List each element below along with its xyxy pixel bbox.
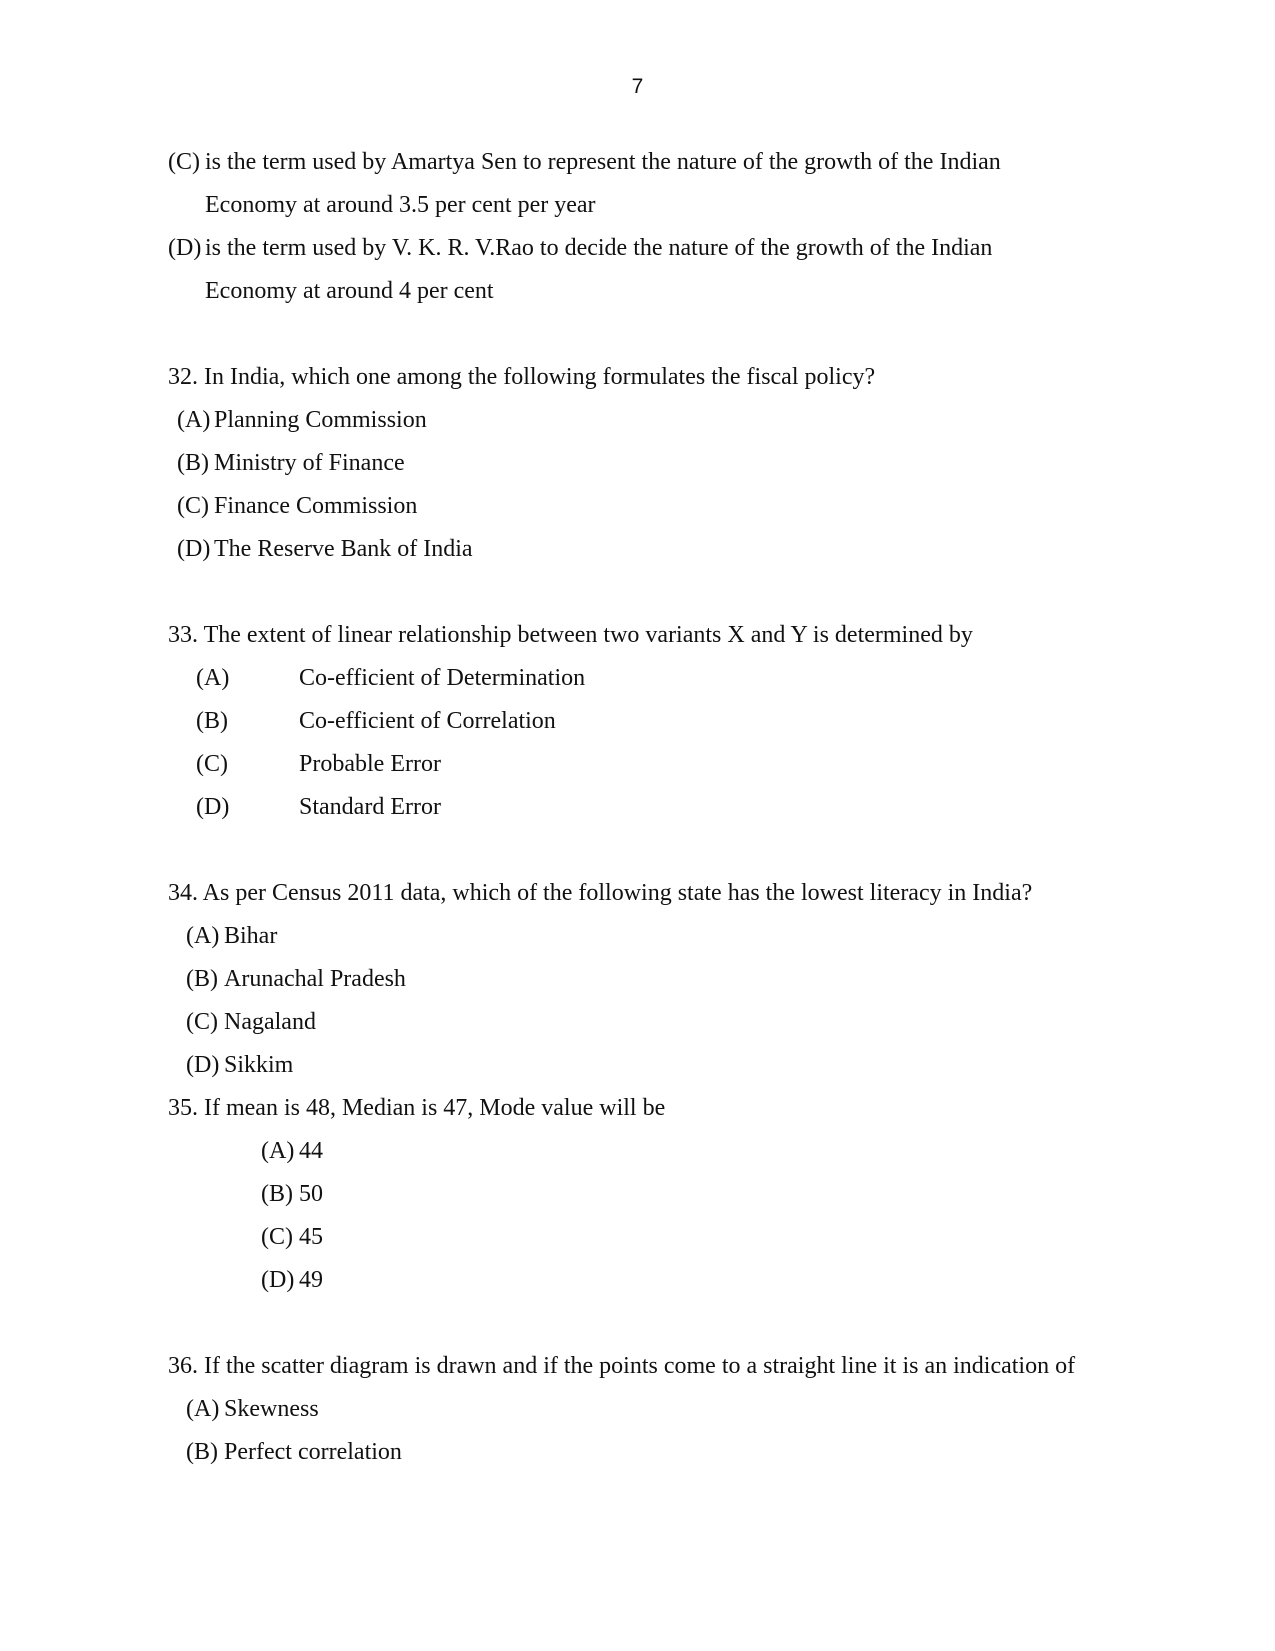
option-text: 45 (299, 1224, 323, 1250)
option-label: (B) (186, 1439, 218, 1465)
option-text: Standard Error (299, 794, 441, 820)
question-text: 32. In India, which one among the following formulates the fiscal policy? (168, 364, 876, 390)
question-text: 36. If the scatter diagram is drawn and if the points come to a straight line it is an indication of (168, 1353, 1076, 1379)
option-label: (A) (186, 1396, 220, 1422)
option-label: (D) (261, 1267, 295, 1293)
option-text: 50 (299, 1181, 323, 1207)
option-text: Perfect correlation (224, 1439, 402, 1465)
option-label: (D) (168, 235, 202, 261)
option-text: is the term used by V. K. R. V.Rao to decide the nature of the growth of the Indian (205, 235, 993, 261)
option-label: (C) (177, 493, 209, 519)
option-label: (A) (186, 923, 220, 949)
option-label: (D) (196, 794, 230, 820)
option-text: Finance Commission (214, 493, 418, 519)
option-label: (B) (177, 450, 209, 476)
option-text: is the term used by Amartya Sen to represent the nature of the growth of the Indian (205, 149, 1001, 175)
option-text: Bihar (224, 923, 278, 949)
option-text-continued: Economy at around 3.5 per cent per year (205, 192, 596, 218)
option-text: Nagaland (224, 1009, 316, 1035)
option-label: (D) (177, 536, 211, 562)
option-text: Sikkim (224, 1052, 294, 1078)
option-text: Co-efficient of Determination (299, 665, 586, 691)
option-label: (C) (186, 1009, 218, 1035)
option-label: (A) (177, 407, 211, 433)
option-label: (B) (261, 1181, 293, 1207)
option-label: (B) (196, 708, 228, 734)
option-label: (A) (196, 665, 230, 691)
option-text-continued: Economy at around 4 per cent (205, 278, 494, 304)
question-text: 33. The extent of linear relationship between two variants X and Y is determined by (168, 622, 973, 648)
option-label: (B) (186, 966, 218, 992)
page-number: 7 (631, 75, 644, 98)
option-text: 49 (299, 1267, 323, 1293)
option-text: 44 (299, 1138, 323, 1164)
option-label: (C) (196, 751, 228, 777)
question-text: 35. If mean is 48, Median is 47, Mode value will be (168, 1095, 666, 1121)
option-text: Planning Commission (214, 407, 427, 433)
option-text: Arunachal Pradesh (224, 966, 406, 992)
option-text: Probable Error (299, 751, 441, 777)
option-label: (C) (261, 1224, 293, 1250)
question-text: 34. As per Census 2011 data, which of the following state has the lowest literacy in India? (168, 880, 1033, 906)
option-label: (A) (261, 1138, 295, 1164)
option-text: Co-efficient of Correlation (299, 708, 556, 734)
option-text: Skewness (224, 1396, 319, 1422)
option-label: (D) (186, 1052, 220, 1078)
option-text: Ministry of Finance (214, 450, 405, 476)
option-text: The Reserve Bank of India (214, 536, 473, 562)
option-label: (C) (168, 149, 200, 175)
